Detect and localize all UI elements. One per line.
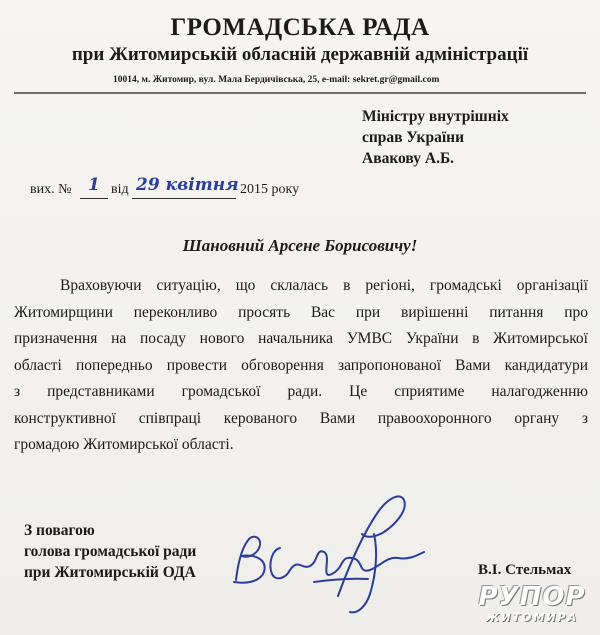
letter-body (14, 273, 588, 459)
from-label: від (111, 182, 129, 197)
watermark-line: РУПОР (478, 582, 586, 612)
body-line: конструктивної співпраці керованого Вами правоохоронного органу з (14, 409, 588, 427)
signer-name: В.І. Стельмах (478, 562, 572, 578)
closing-block (24, 520, 196, 583)
greeting: Шановний Арсене Борисовичу! (182, 236, 418, 255)
outgoing-prefix: вих. № (30, 182, 72, 197)
body-line: призначення на посаду нового начальника УМВС України в Житомирської (14, 330, 588, 347)
handwritten-signature (228, 478, 443, 628)
letterhead-title: ГРОМАДСЬКА РАДА (170, 14, 430, 41)
letterhead-address: 10014, м. Житомир, вул. Мала Бердичівська, 25, e-mail: sekret.gr@gmail.com (113, 75, 440, 85)
addressee-line: Авакову А.Б. (362, 150, 455, 167)
body-line: області попередньо провести обговорення запропонованої Вами кандидатури (14, 356, 588, 374)
handwritten-number: 1 (88, 175, 100, 195)
letterhead-divider (14, 92, 586, 94)
outgoing-number-line (30, 175, 350, 202)
body-line: Житомирщини переконливо просять Вас при вирішенні питання про (14, 303, 588, 321)
letterhead-subtitle: при Житомирській обласній державній адміністрації (71, 44, 529, 65)
body-line: громадою Житомирської області. (14, 436, 234, 453)
closing-line: голова громадської ради (24, 543, 197, 560)
watermark-line: ЖИТОМИРА (485, 611, 579, 624)
publisher-watermark (476, 583, 588, 629)
body-line: з представниками громадської ради. Це сприятиме налагодженню (14, 383, 588, 400)
number-underline (80, 198, 108, 199)
closing-line: З повагою (24, 522, 95, 539)
addressee-line: справ України (362, 129, 464, 146)
addressee-block (362, 106, 509, 169)
handwritten-date: 29 квітня (136, 175, 239, 195)
closing-line: при Житомирській ОДА (24, 564, 196, 581)
body-line: Враховуючи ситуацію, що склалась в регіоні, громадські організації (60, 277, 588, 294)
outgoing-year: 2015 року (240, 182, 300, 197)
addressee-line: Міністру внутрішніх (362, 108, 509, 125)
date-underline (132, 198, 236, 199)
